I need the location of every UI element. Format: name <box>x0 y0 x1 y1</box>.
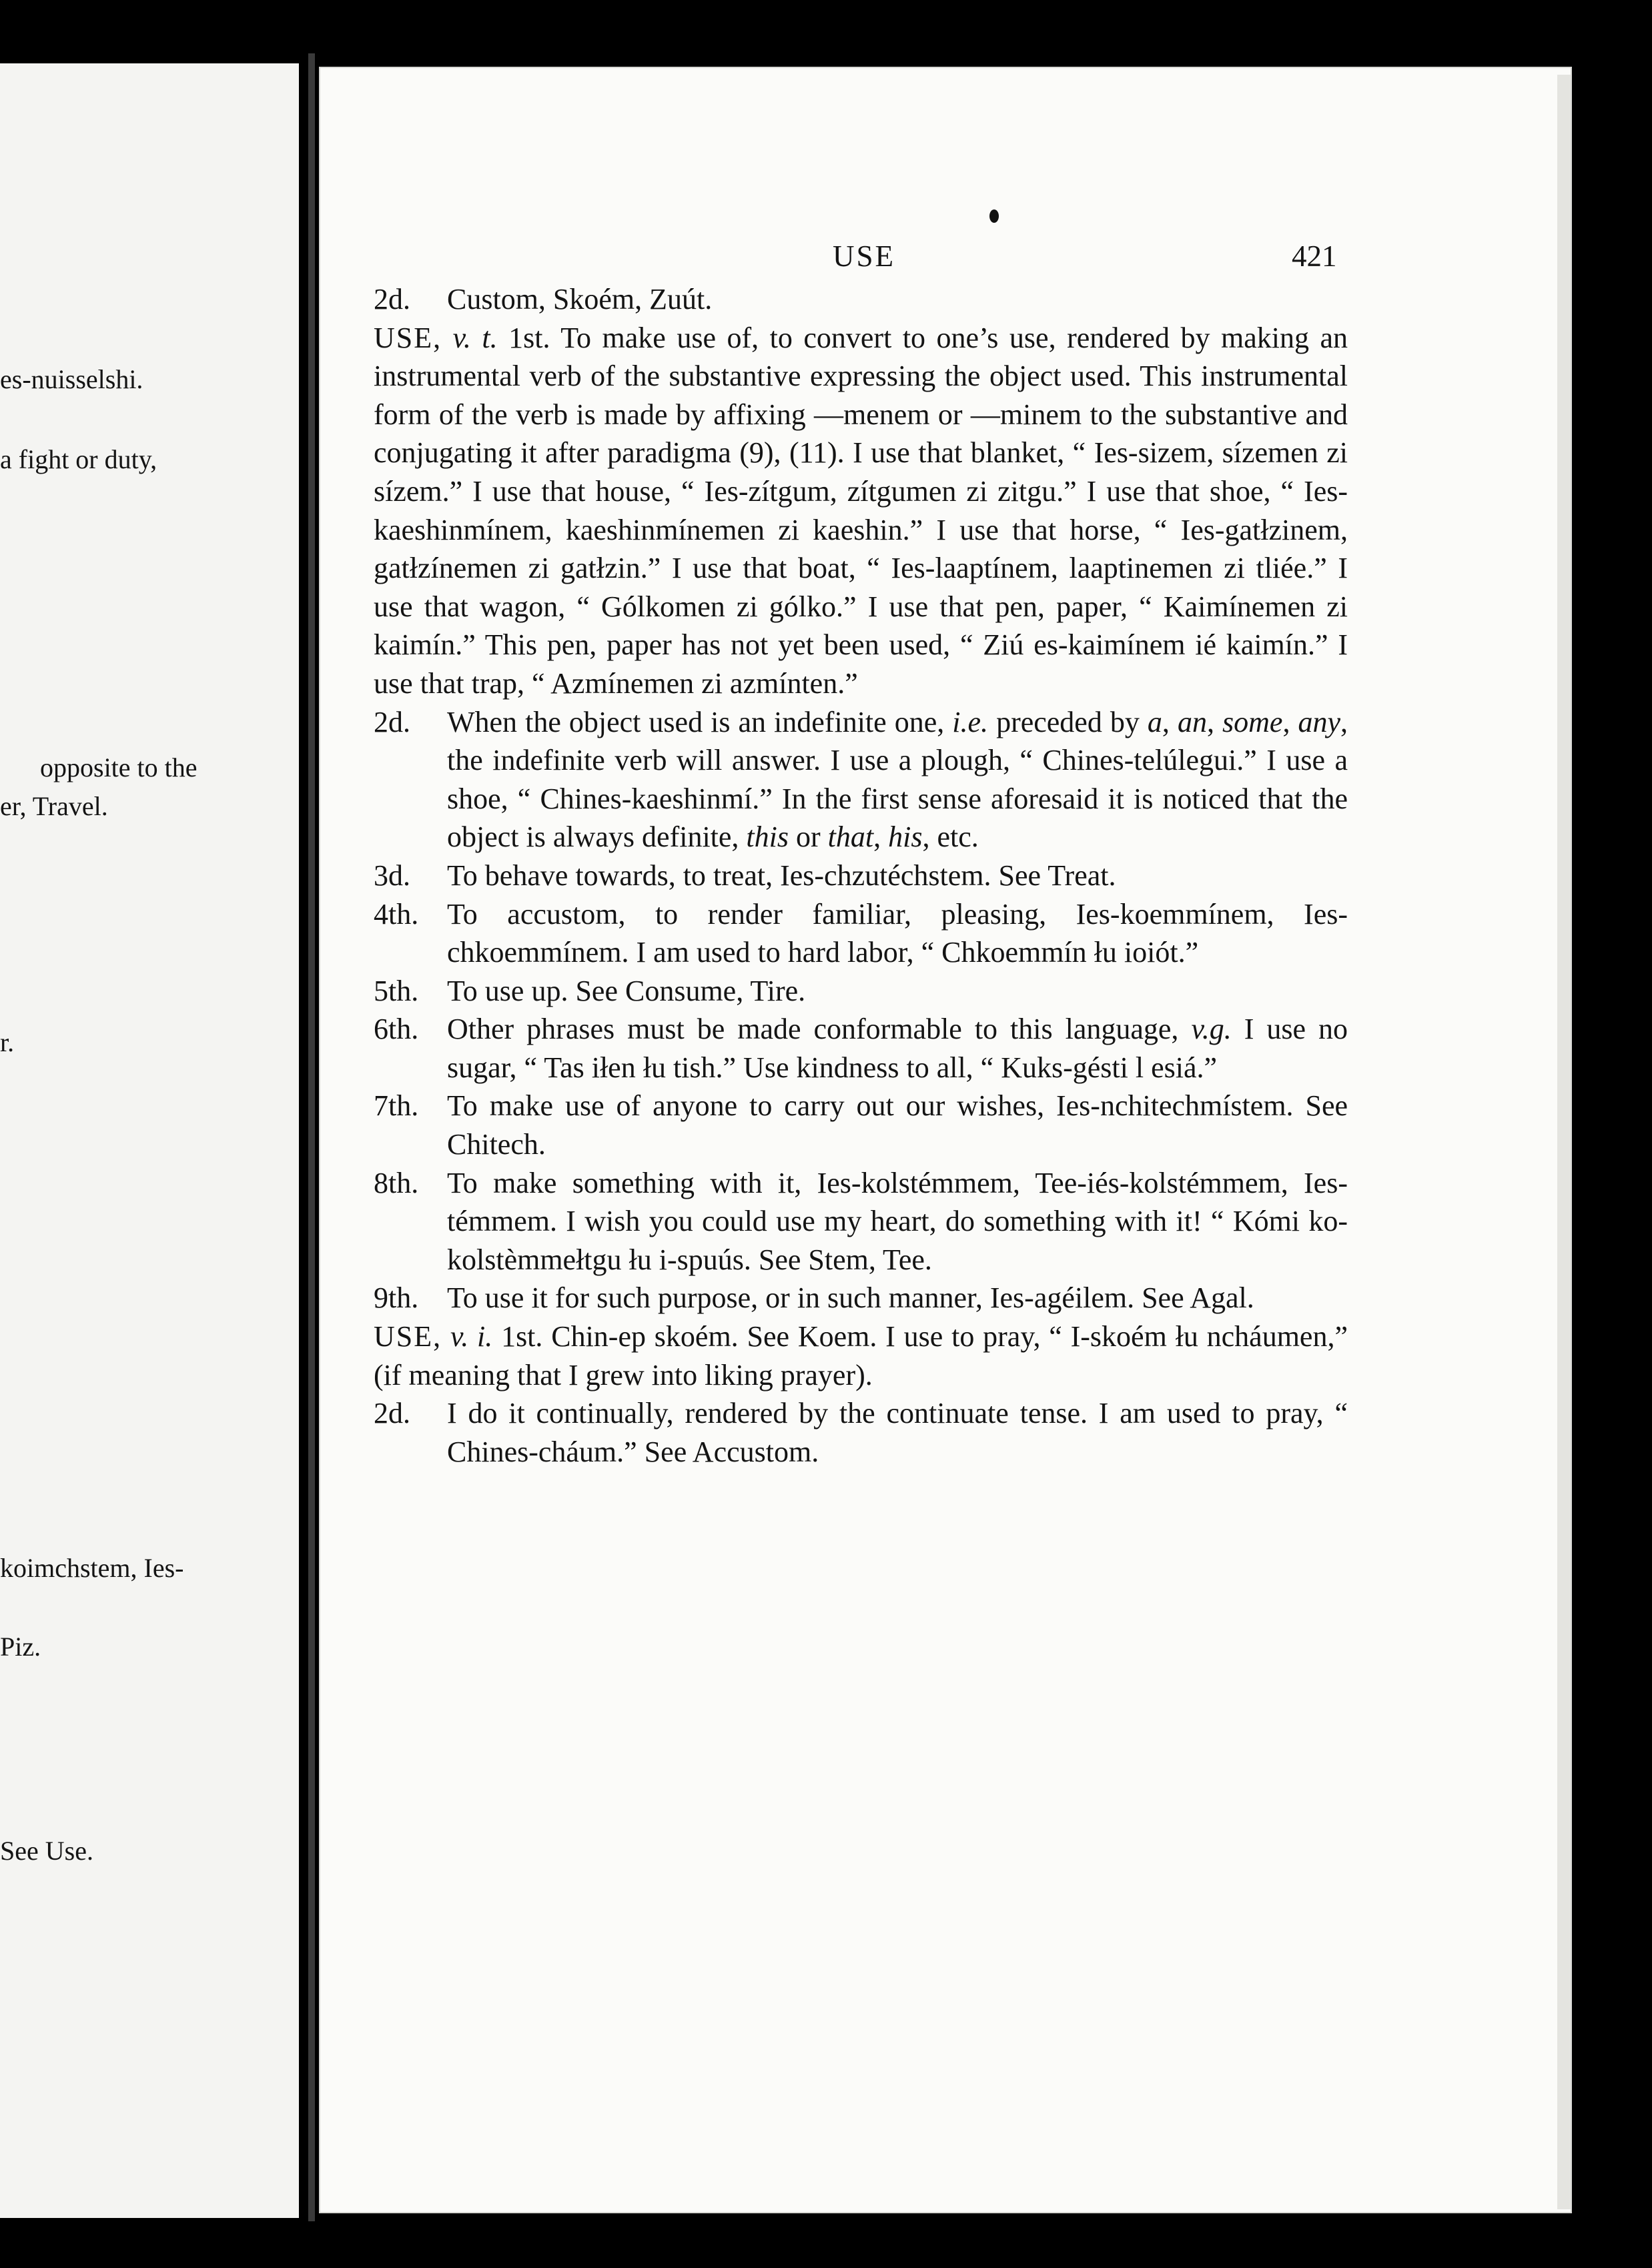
left-fragment: See Use. <box>0 1836 93 1866</box>
sense-text: To use up. See Consume, Tire. <box>447 974 806 1007</box>
sense-text: To accustom, to render familiar, pleasing, Ies-koemmínem, Ies-chkoemmínem. I am used to hard labor, “ Chkoemmín łu ioiót.” <box>447 897 1348 969</box>
entry <box>374 972 1348 1011</box>
sense-label: 2d. <box>374 1397 410 1430</box>
left-fragment: koimchstem, Ies- <box>0 1553 184 1583</box>
entry <box>374 1279 1348 1317</box>
entry <box>374 1164 1348 1279</box>
sense-label: 1st. <box>508 321 550 354</box>
sense-label: 8th. <box>374 1166 419 1199</box>
left-fragment: er, Travel. <box>0 791 108 821</box>
left-fragment: opposite to the <box>40 752 197 782</box>
sense-text: I do it continually, rendered by the continuate tense. I am used to pray, “ Chines-cháum.” See Accustom. <box>447 1397 1348 1468</box>
ink-spot <box>989 209 999 223</box>
sense-text: To behave towards, to treat, Ies-chzutéchstem. See Treat. <box>447 859 1116 892</box>
sense-text: Chin-ep skoém. See Koem. I use to pray, “ I-skoém łu ncháumen,” (if meaning that I grew into liking prayer). <box>374 1320 1348 1391</box>
page-edge <box>1557 75 1571 2209</box>
sense-text: When the object used is an indefinite one, i.e. preceded by a, an, some, any, the indefinite verb will answer. I use a plough, “ Chines-telúlegui.” I use a shoe, “ Chines-kaeshinmí.” In the first sense aforesaid it is noticed that the object is always definite, this or that, his, etc. <box>447 705 1348 854</box>
entry <box>374 895 1348 972</box>
sense-label: 9th. <box>374 1281 419 1315</box>
page-number: 421 <box>1292 239 1337 273</box>
sense-label: 7th. <box>374 1089 419 1123</box>
headword-entry <box>374 319 1348 703</box>
sense-text: Other phrases must be made conformable to this language, v.g. I use no sugar, “ Tas iłen łu tish.” Use kindness to all, “ Kuks-gésti l esiá.” <box>447 1013 1348 1084</box>
part-of-speech: v. i. <box>450 1320 493 1353</box>
gutter <box>308 53 315 2221</box>
entry <box>374 703 1348 857</box>
sense-label: 3d. <box>374 859 410 892</box>
sense-label: 4th. <box>374 897 419 931</box>
sense-text: To make something with it, Ies-kolstémmem, Tee-iés-kolstémmem, Ies-témmem. I wish you could use my heart, do something with it! “ Kómi ko-kolstèmmełtgu łu i-spuús. See Stem, Tee. <box>447 1166 1348 1276</box>
sense-label: 1st. <box>501 1320 543 1353</box>
sense-label: 2d. <box>374 705 410 738</box>
running-head: USE <box>833 239 896 273</box>
sense-label: 2d. <box>374 283 410 316</box>
sense-text: To make use of, to convert to one’s use, rendered by making an instrumental verb of the substantive expressing the object used. This instrumental form of the verb is made by affixing —menem or —minem to the substantive and conjugating it after paradigma (9), (11). I use that blanket, “ Ies-sizem, sízemen zi sízem.” I use that house, “ Ies-zítgum, zítgumen zi zitgu.” I use that shoe, “ Ies-kaeshinmínem, kaeshinmínemen zi kaeshin.” I use that horse, “ Ies-gatłzinem, gatłzínemen zi gatłzin.” I use that boat, “ Ies-laaptínem, laaptinemen zi tliée.” I use that wagon, “ Gólkomen zi gólko.” I use that pen, paper, “ Kaimínemen zi kaimín.” This pen, paper has not yet been used, “ Ziú es-kaimínem ié kaimín.” I use that trap, “ Azmínemen zi azmínten.” <box>374 321 1348 700</box>
entry <box>374 857 1348 895</box>
sense-label: 5th. <box>374 974 419 1007</box>
left-fragment: r. <box>0 1027 15 1057</box>
headword: USE, <box>374 321 442 354</box>
sense-label: 6th. <box>374 1013 419 1046</box>
entry <box>374 1394 1348 1471</box>
sense-text: To make use of anyone to carry out our wishes, Ies-nchitechmístem. See Chitech. <box>447 1089 1348 1161</box>
entry <box>374 280 1348 319</box>
entry <box>374 1010 1348 1087</box>
left-fragment: es-nuisselshi. <box>0 364 143 394</box>
headword-entry <box>374 1317 1348 1394</box>
left-fragment: a fight or duty, <box>0 444 157 474</box>
entry <box>374 1087 1348 1163</box>
part-of-speech: v. t. <box>452 321 498 354</box>
headword: USE, <box>374 1320 442 1353</box>
sense-text: To use it for such purpose, or in such manner, Ies-agéilem. See Agal. <box>447 1281 1254 1315</box>
previous-page-fragment <box>0 63 299 2218</box>
left-fragment: Piz. <box>0 1632 41 1662</box>
sense-text: Custom, Skoém, Zuút. <box>447 283 713 316</box>
dictionary-text <box>374 280 1348 1471</box>
